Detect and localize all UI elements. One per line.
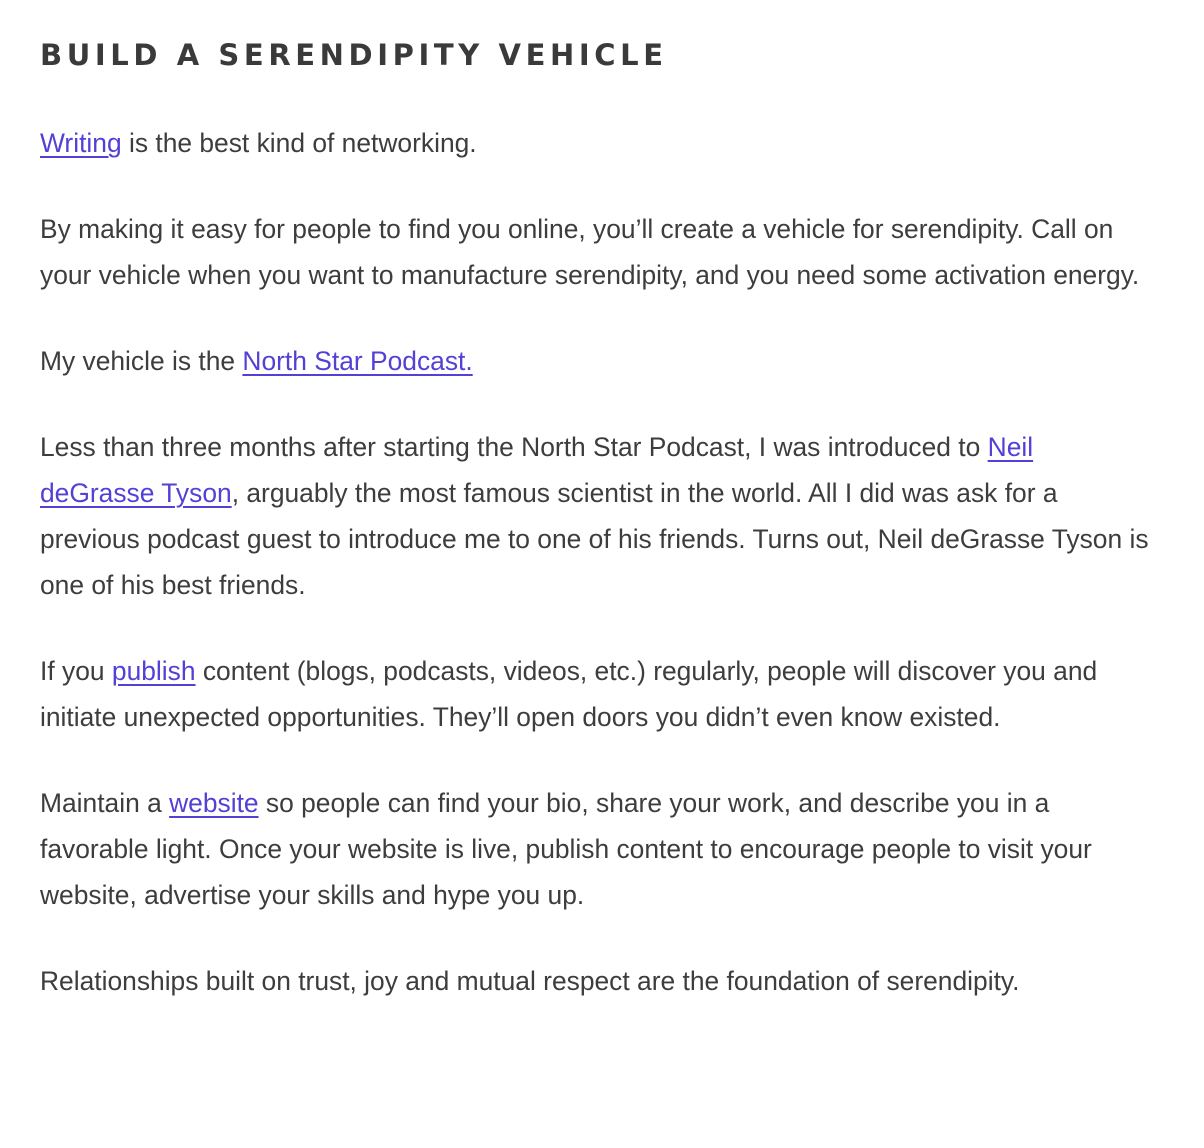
north-star-podcast-link[interactable]: North Star Podcast. [242, 346, 473, 376]
neil-degrasse-tyson-link[interactable]: Neil deGrasse Tyson [40, 432, 1034, 508]
paragraph-text: By making it easy for people to find you online, you’ll create a vehicle for serendipity. Call on your vehicle when you want to manufacture serendipity, and you need some activation energy. [40, 214, 1140, 290]
writing-link[interactable]: Writing [40, 128, 122, 158]
paragraph-text: Maintain a [40, 788, 170, 818]
paragraph-text: Less than three months after starting the North Star Podcast, I was introduced to [40, 432, 988, 462]
paragraph-website [40, 780, 1152, 918]
paragraph-text: so people can find your bio, share your work, and describe you in a favorable light. Once your website is live, publish content to encourage people to visit your website, advertise your skills and hype you up. [40, 788, 1092, 910]
paragraph-text: If you [40, 656, 112, 686]
website-link[interactable]: website [169, 788, 259, 818]
section-heading: BUILD A SERENDIPITY VEHICLE [40, 38, 668, 72]
paragraph-writing [40, 120, 1152, 166]
paragraph-publish [40, 648, 1152, 740]
paragraph-text: , arguably the most famous scientist in the world. All I did was ask for a previous podcast guest to introduce me to one of his friends. Turns out, Neil deGrasse Tyson is one of his best friends. [40, 478, 1149, 600]
paragraph-text: content (blogs, podcasts, videos, etc.) regularly, people will discover you and initiate unexpected opportunities. They’ll open doors you didn’t even know existed. [40, 656, 1098, 732]
paragraph-text: is the best kind of networking. [121, 128, 477, 158]
paragraph-my-vehicle [40, 338, 1152, 384]
paragraph-vehicle [40, 206, 1152, 298]
paragraph-text: Relationships built on trust, joy and mutual respect are the foundation of serendipity. [40, 966, 1020, 996]
publish-link[interactable]: publish [111, 656, 196, 686]
paragraph-relationships [40, 958, 1152, 1004]
paragraph-neil-tyson [40, 424, 1152, 608]
paragraph-text: My vehicle is the [40, 346, 243, 376]
